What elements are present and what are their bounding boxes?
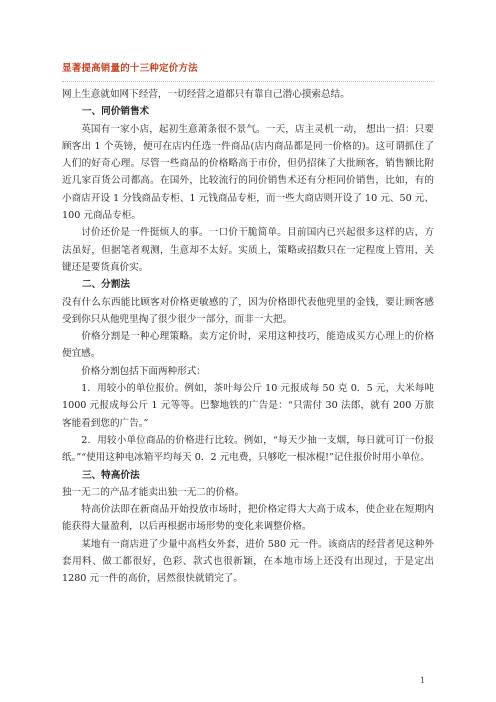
intro-paragraph: 网上生意就如网下经营，一切经营之道都只有靠自己潜心摸索总结。 [62,89,350,100]
paragraph: 英国有一家小店，起初生意萧条很不景气。一天，店主灵机一动， 想出一招：只要顾客出 1 个英镑，便可在店内任选一件商品(店内商品都是同一价格的)。这可谓抓住了人们的好奇心理。尽管一些商品的价格略高于市价，但仍招徕了大批顾客，销售额比附近几家百货公司都高。在国外，比较流行的同价销售术还有分柜同价销售，比如，有的小商店开设 1 分钱商品专柜、1 元钱商品专柜，而一些大商店则开设了 10 元、50 元、100 元商品专柜。 [62,123,434,222]
title-divider [62,81,434,82]
paragraph: 独一无二的产品才能卖出独一无二的价格。 [62,486,245,498]
section-heading: 三、特高价法 [82,469,140,481]
paragraph: 1．用较小的单位报价。例如，茶叶每公斤 10 元报成每 50 克 0．5 元，大米每吨 1000 元报成每公斤 1 元等等。巴黎地铁的广告是：“只需付 30 法郎，就有 200 万旅客能看到您的广告。” [62,383,434,429]
paragraph: 讨价还价是一件挺烦人的事。一口价干脆简单。目前国内已兴起很多这样的店，方法虽好，但据笔者观测，生意却不太好。实质上，策略或招数只在一定程度上管用，关键还是要货真价实。 [62,227,434,273]
paragraph: 特高价法即在新商品开始投放市场时，把价格定得大大高于成本，使企业在短期内能获得大量盈利，以后再根据市场形势的变化来调整价格。 [62,504,434,533]
paragraph: 价格分割包括下面两种形式： [81,365,206,377]
page-number: 1 [420,676,426,685]
paragraph: 某地有一商店进了少量中高档女外套，进价 580 元一件。该商店的经营者见这种外套用料、做工都很好，色彩、款式也很新颖，在本地市场上还没有出现过，于是定出 1280 元一件的高价，居然很快就销完了。 [62,538,434,585]
document-title: 显著提高销量的十三种定价方法 [62,63,198,74]
paragraph: 2．用较小单位商品的价格进行比较。例如，“每天少抽一支烟，每日就可订一份报纸。”“使用这种电冰箱平均每天 0．2 元电费，只够吃一根冰棍!”记住报价时用小单位。 [62,434,434,464]
paragraph: 没有什么东西能比顾客对价格更敏感的了，因为价格即代表他兜里的金钱，要让顾客感受到你只从他兜里掏了很少很少一部分，而非一大把。 [62,296,434,325]
paragraph: 价格分割是一种心理策略。卖方定价时，采用这种技巧，能造成买方心理上的价格便宜感。 [62,331,434,360]
section-heading: 二、分割法 [82,279,130,291]
document-page [62,62,434,588]
section-heading: 一、同价销售术 [82,106,150,118]
